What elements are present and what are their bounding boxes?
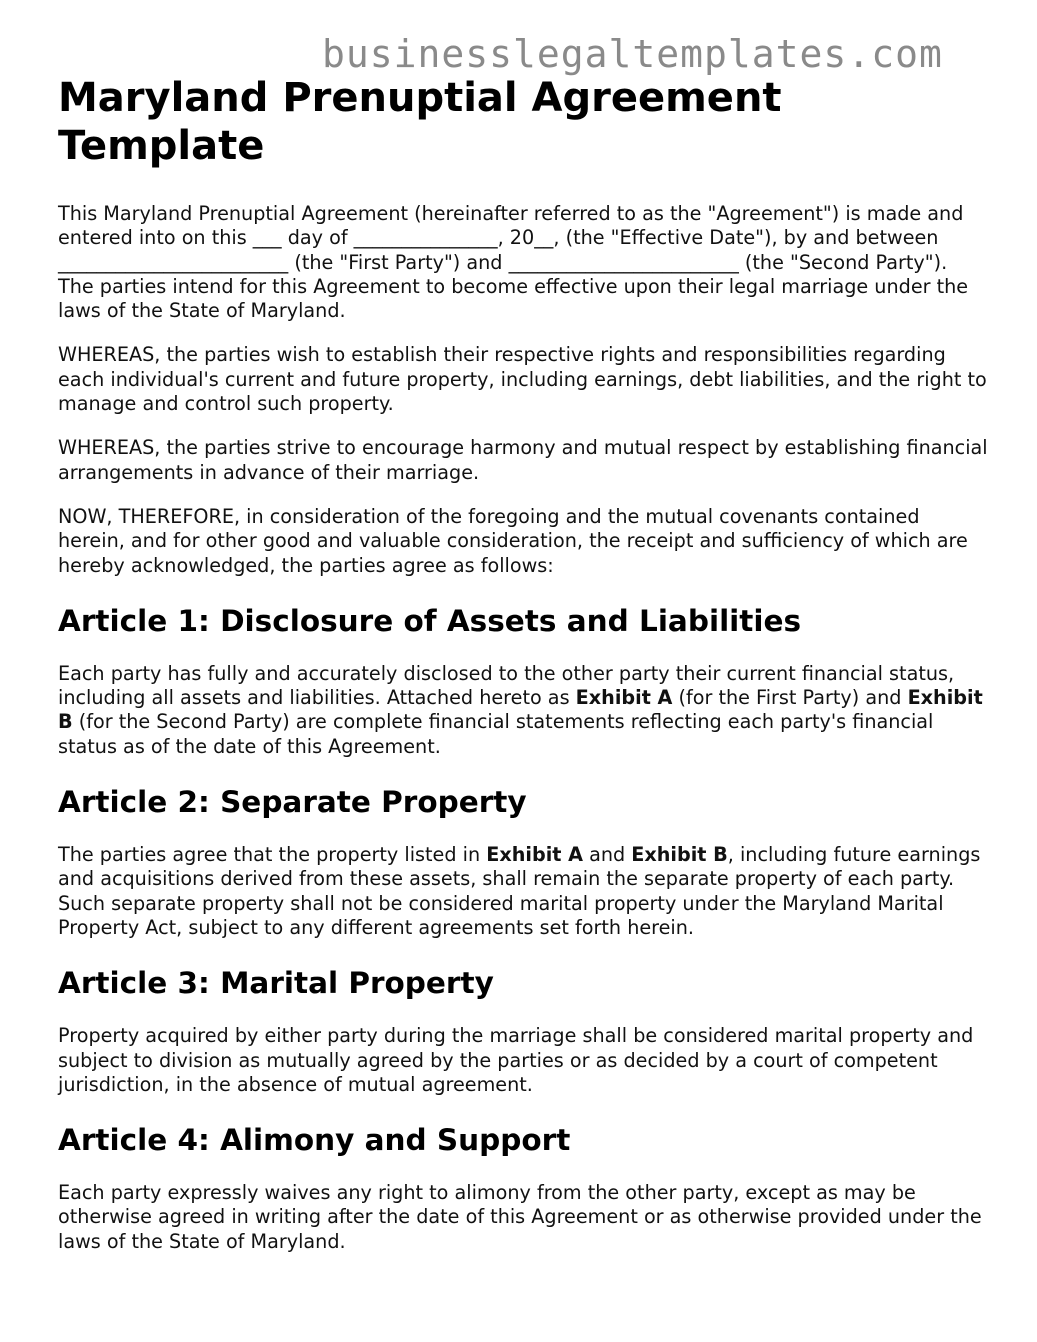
exhibit-b-ref: Exhibit B — [58, 686, 983, 734]
whereas-paragraph-2: WHEREAS, the parties strive to encourage harmony and mutual respect by establishing financial arrangements in advance of their marriage. — [58, 436, 988, 484]
article-4-heading: Article 4: Alimony and Support — [58, 1123, 571, 1158]
intro-paragraph: This Maryland Prenuptial Agreement (hereinafter referred to as the "Agreement") is made and entered into on this ___ day of _______________, 20__, (the "Effective Date"), by and between ________________________ (the "First Party") and ________________________ (the "Second Party"). The parties intend for this Agreement to become effective upon their legal marriage under the laws of the State of Maryland. — [58, 202, 969, 323]
whereas-paragraph-1: WHEREAS, the parties wish to establish their respective rights and responsibilities regarding each individual's current and future property, including earnings, debt liabilities, and the right to manage and control such property. — [58, 343, 987, 416]
article-2-text-b: and — [582, 843, 632, 867]
exhibit-a-ref: Exhibit A — [486, 843, 583, 867]
article-4-paragraph: Each party expressly waives any right to alimony from the other party, except as may be otherwise agreed in writing after the date of this Agreement or as otherwise provided under the laws of the State of Maryland. — [58, 1181, 982, 1253]
article-2-heading: Article 2: Separate Property — [58, 785, 527, 820]
article-1-text-b: (for the First Party) and — [672, 686, 908, 710]
exhibit-b-ref: Exhibit B — [631, 843, 728, 867]
article-2-text-c: , including future earnings and acquisitions derived from these assets, shall remain the separate property of each party. Such separate property shall not be considered marital property under the Maryland Marital Property Act, subject to any different agreements set forth herein. — [58, 843, 981, 939]
document-title: Maryland Prenuptial Agreement Template — [58, 75, 782, 169]
article-1-text-c: (for the Second Party) are complete financial statements reflecting each party's financial status as of the date of this Agreement. — [58, 710, 934, 758]
article-3-paragraph: Property acquired by either party during the marriage shall be considered marital property and subject to division as mutually agreed by the parties or as decided by a court of competent jurisdiction, in the absence of mutual agreement. — [58, 1024, 974, 1096]
document-body — [58, 74, 988, 1254]
article-3-heading: Article 3: Marital Property — [58, 966, 494, 1001]
article-2-text-a: The parties agree that the property listed in — [58, 843, 487, 867]
article-1-paragraph — [58, 662, 988, 759]
article-1-heading: Article 1: Disclosure of Assets and Liabilities — [58, 603, 802, 638]
now-therefore-paragraph: NOW, THEREFORE, in consideration of the foregoing and the mutual covenants contained herein, and for other good and valuable consideration, the receipt and sufficiency of which are hereby acknowledged, the parties agree as follows: — [58, 504, 968, 577]
exhibit-a-ref: Exhibit A — [575, 686, 673, 710]
article-2-paragraph — [58, 843, 988, 940]
article-1-text-a: Each party has fully and accurately disclosed to the other party their current financial status, including all assets and liabilities. Attached hereto as — [58, 661, 955, 710]
watermark-text: businesslegaltemplates.com — [322, 32, 943, 76]
